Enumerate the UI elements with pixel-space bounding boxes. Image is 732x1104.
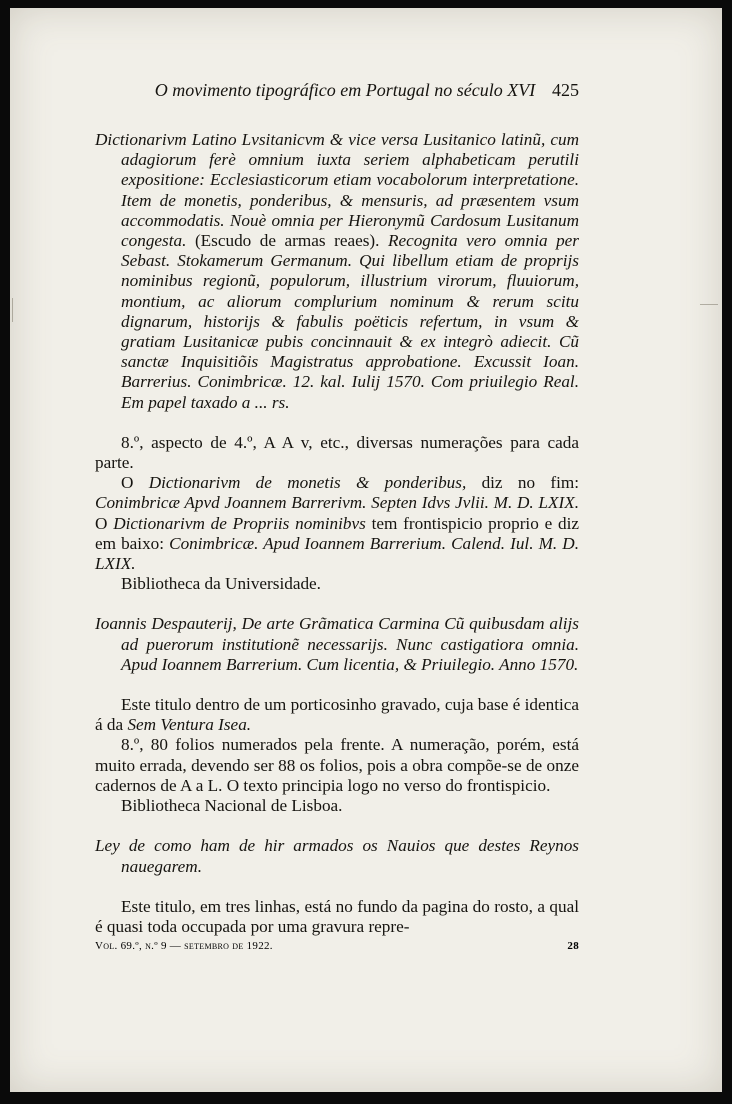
signature-number: 28: [567, 940, 579, 952]
italic-run: Dictionarivm de Propriis nominibvs: [113, 513, 366, 533]
page-number: 425: [552, 80, 579, 100]
italic-run: Sem Ventura Isea.: [127, 715, 252, 735]
description-paragraph: [95, 695, 579, 735]
library-location: Bibliotheca Nacional de Lisboa.: [121, 796, 343, 816]
entry-title-part: Dictionarivm Latino Lvsitanicvm & vice versa Lusitanico latinũ, cum adagiorum ferè omnium iuxta seriem alphabeticam perutili expositione: Ecclesiasticorum etiam vocabolorum interpretatione. Item de monetis, ponderibus, & mensuris, ad præsentem vsum accommodatis. Nouè omnia per Hieronymũ Cardosum Lusitanum congesta.: [95, 130, 579, 251]
header-title: O movimento tipográfico em Portugal no século XVI: [154, 80, 536, 100]
italic-run: Dictionarivm de monetis & ponderibus,: [148, 473, 467, 493]
description-paragraph: Este titulo, em tres linhas, está no fundo da pagina do rosto, a qual é quasi toda occupada por uma gravura repre-: [95, 896, 579, 936]
text-run: tem frontispicio proprio e diz em baixo:: [95, 513, 579, 553]
scan-mark: [700, 304, 718, 305]
text-run: Este titulo dentro de um porticosinho gravado, cuja base é identica á da: [95, 695, 579, 735]
bibliographic-entry-dictionarium: [95, 130, 579, 413]
italic-run: Conimbricæ Apvd Joannem Barrerivm. Septen Idvs Jvlii. M. D. LXIX.: [95, 493, 579, 513]
scan-mark: [12, 298, 13, 322]
italic-run: Conimbricæ. Apud Ioannem Barrerium. Calend. Iul. M. D. LXIX.: [95, 533, 579, 574]
library-location: Bibliotheca da Universidade.: [121, 574, 321, 594]
bibliographic-entry-despauterius: Ioannis Despauterij, De arte Grãmatica Carmina Cũ quibusdam alijs ad puerorum institutionẽ necessarijs. Nunc castigatiora omnia. Apud Ioannem Barrerium. Cum licentia, & Priuilegio. Anno 1570.: [95, 614, 579, 674]
page-footer: [95, 940, 579, 952]
text-run: diz no fim:: [466, 473, 579, 493]
scanned-page: [10, 8, 722, 1092]
text-run: O: [95, 513, 114, 533]
description-paragraph: 8.º, 80 folios numerados pela frente. A numeração, porém, está muito errada, devendo ser 88 os folios, pois a obra compõe-se de onze cadernos de A a L. O texto principia logo no verso do frontispicio.: [95, 735, 579, 795]
text-column: [95, 78, 579, 937]
entry-title-part: Recognita vero omnia per Sebast. Stokamerum Germanum. Qui libellum etiam de proprijs nominibus regionũ, populorum, illustrium virorum, fluuiorum, montium, ac aliorum complurium nominum & rerum scitu dignarum, historijs & fabulis poëticis refertum, in vsum & gratiam Lusitanicæ pubis concinnauit & ex integrò adiecit. Cũ sanctæ Inquisitiõis Magistratus approbatione. Excussit Ioan. Barrerius. Conimbricæ. 12. kal. Iulij 1570. Com priuilegio Real. Em papel taxado a ... rs.: [121, 231, 579, 412]
description-paragraph: 8.º, aspecto de 4.º, A A v, etc., diversas numerações para cada parte.: [95, 432, 579, 473]
journal-volume-info: Vol. 69.º, n.º 9 — setembro de 1922.: [95, 940, 273, 952]
description-paragraph: [95, 473, 579, 574]
entry-note: (Escudo de armas reaes).: [194, 231, 380, 251]
running-header: [111, 78, 579, 102]
text-run: O: [121, 473, 149, 493]
bibliographic-entry-ley: Ley de como ham de hir armados os Nauios que destes Reynos nauegarem.: [95, 836, 579, 876]
